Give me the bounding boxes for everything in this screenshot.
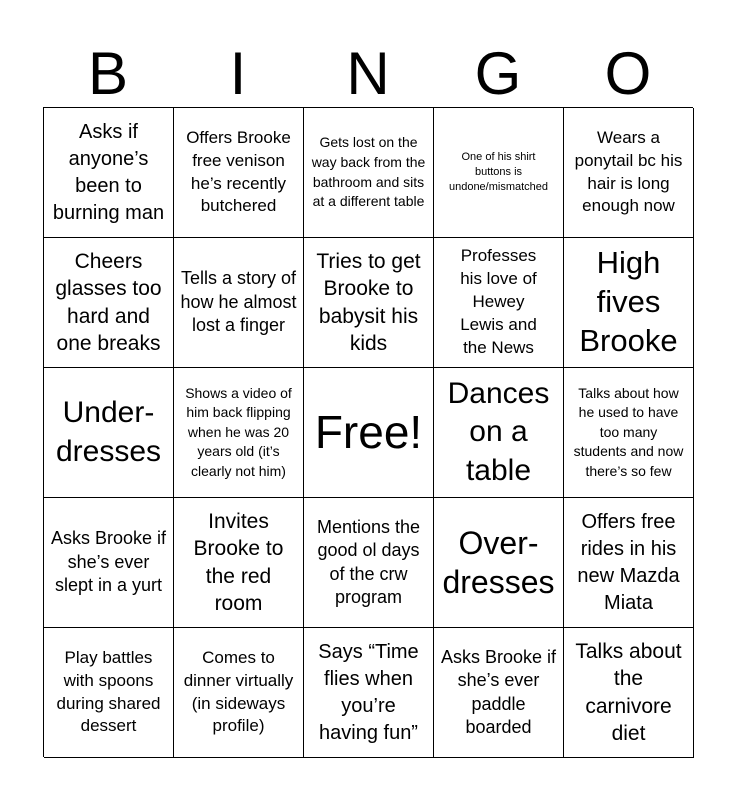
bingo-cell[interactable] [174,498,304,628]
bingo-cell-text: Talks about how he used to have too many students and now there’s so few [573,384,684,479]
bingo-cell-text: Play battles with spoons during shared dessert [56,647,161,736]
bingo-cell-text: Offers Brooke free venison he’s recently butchered [186,127,291,216]
header-letter-i: I [229,40,247,107]
bingo-cell[interactable] [304,628,434,758]
bingo-cell-text: Asks Brooke if she’s ever slept in a yurt [50,528,167,596]
header-letter-n: N [346,40,390,107]
header-letter-o: O [604,40,652,107]
bingo-cell[interactable] [174,628,304,758]
bingo-cell-text: Under-dresses [55,396,162,468]
bingo-cell[interactable] [44,238,174,368]
bingo-cell[interactable] [44,628,174,758]
bingo-cell[interactable] [304,108,434,238]
bingo-cell[interactable] [44,108,174,238]
bingo-cell-text: Cheers glasses too hard and one breaks [55,249,162,355]
bingo-cell-text: Tries to get Brooke to babysit his kids [316,249,421,355]
bingo-cell-text: Professes his love of Hewey Lewis and the News [460,246,537,357]
bingo-cell[interactable] [434,108,564,238]
bingo-cell[interactable] [174,368,304,498]
bingo-cell[interactable] [434,238,564,368]
bingo-cell[interactable] [304,238,434,368]
bingo-cell[interactable] [44,368,174,498]
bingo-cell[interactable] [434,368,564,498]
free-space[interactable] [304,368,434,498]
bingo-cell-text: Tells a story of how he almost lost a finger [180,268,297,336]
bingo-cell[interactable] [564,498,694,628]
bingo-cell[interactable] [564,238,694,368]
bingo-cell-text: Shows a video of him back flipping when he was 20 years old (it’s clearly not him) [185,384,292,479]
bingo-cell-text: Asks if anyone’s been to burning man [52,120,165,224]
bingo-cell[interactable] [564,628,694,758]
bingo-cell-text: Offers free rides in his new Mazda Miata [577,510,680,614]
bingo-cell[interactable] [304,498,434,628]
bingo-cell-text: Asks Brooke if she’s ever paddle boarded [440,646,557,737]
bingo-cell-text: High fives Brooke [579,245,678,358]
bingo-cell[interactable] [44,498,174,628]
bingo-card [43,107,693,757]
bingo-cell[interactable] [564,368,694,498]
bingo-cell-text: One of his shirt buttons is undone/mismatched [448,151,549,193]
bingo-cell-text: Talks about the carnivore diet [575,639,682,745]
bingo-cell-text: Dances on a table [447,376,550,487]
bingo-cell-text: Says “Time flies when you’re having fun” [318,640,419,744]
bingo-cell-text: Over-dresses [442,525,555,600]
bingo-cell[interactable] [434,628,564,758]
bingo-cell-text: Wears a ponytail bc his hair is long enough now [574,127,683,216]
bingo-cell[interactable] [434,498,564,628]
free-space-text: Free! [314,406,423,459]
bingo-cell-text: Mentions the good ol days of the crw program [316,516,421,607]
header-letter-g: G [474,40,522,107]
header-letter-b: B [87,40,129,107]
bingo-cell-text: Comes to dinner virtually (in sideways profile) [183,647,294,736]
bingo-cell-text: Invites Brooke to the red room [193,509,284,615]
bingo-cell[interactable] [564,108,694,238]
bingo-cell-text: Gets lost on the way back from the bathroom and sits at a different table [311,134,426,210]
bingo-header [43,40,693,108]
bingo-cell[interactable] [174,238,304,368]
bingo-cell[interactable] [174,108,304,238]
